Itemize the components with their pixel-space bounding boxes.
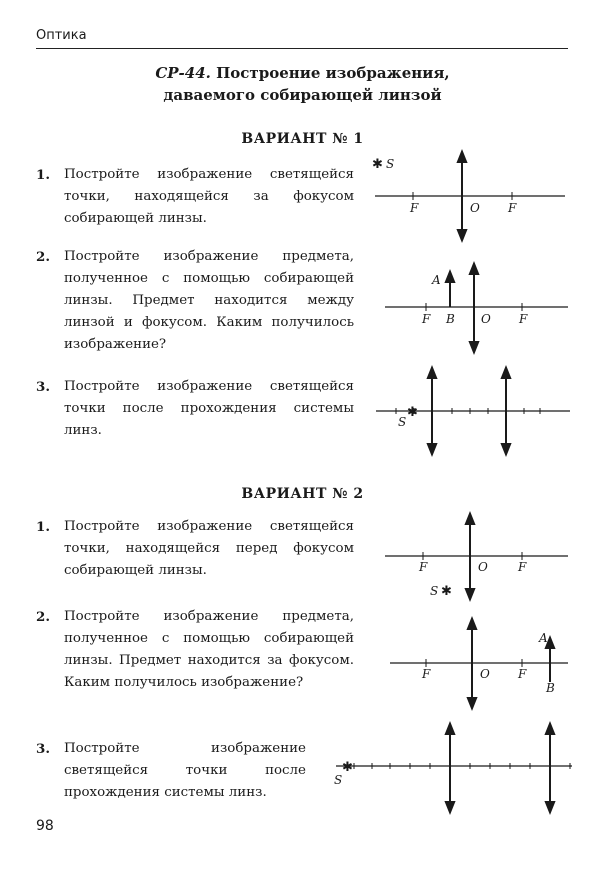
center-label: O: [470, 201, 480, 215]
task-number: 1.: [36, 167, 50, 183]
object-bottom-label: B: [446, 312, 455, 326]
source-label: S: [430, 584, 439, 598]
page-number: 98: [36, 818, 54, 834]
focus-label: F: [508, 201, 517, 215]
v1-task-3: [36, 376, 354, 442]
focus-label: F: [410, 201, 419, 215]
v2-task-1: [36, 516, 354, 582]
task-number: 2.: [36, 249, 50, 265]
source-star: ✱: [372, 157, 383, 172]
diagram-v1-2: [380, 262, 570, 354]
task-number: 3.: [36, 379, 50, 395]
focus-label: F: [422, 312, 431, 326]
source-label: S: [386, 157, 395, 171]
header-rule: [36, 48, 568, 49]
diagram-v2-2: [388, 618, 570, 706]
task-number: 1.: [36, 519, 50, 535]
task-text: Постройте изображение предмета, полученное с помощью собирающей линзы. Предмет находится между линзой и фокусом. Каким получилось изображение?: [64, 249, 354, 352]
focus-label: F: [518, 667, 527, 681]
object-top-label: A: [539, 631, 548, 645]
object-top-label: A: [432, 273, 441, 287]
source-label: S: [334, 773, 343, 787]
focus-label: F: [519, 312, 528, 326]
task-text: Постройте изображение светящейся точки, находящейся перед фокусом собирающей линзы.: [64, 519, 354, 578]
v2-task-3: [36, 738, 306, 804]
title-code: СР-44.: [155, 64, 211, 82]
diagram-v1-1: [370, 148, 570, 243]
diagram-v1-3: [374, 368, 574, 458]
source-star: ✱: [342, 760, 353, 775]
task-text: Постройте изображение светящейся точки после прохождения системы линз.: [64, 741, 306, 800]
variant-2-heading: ВАРИАНТ № 2: [241, 486, 364, 502]
focus-label: F: [518, 560, 527, 574]
source-label: S: [398, 415, 407, 429]
variant-1-heading: ВАРИАНТ № 1: [241, 131, 364, 147]
task-text: Постройте изображение предмета, полученное с помощью собирающей линзы. Предмет находится за фокусом. Каким получилось изображение?: [64, 609, 354, 690]
v1-task-1: [36, 164, 354, 230]
task-number: 2.: [36, 609, 50, 625]
v2-task-2: [36, 606, 354, 694]
center-label: O: [481, 312, 491, 326]
diagram-v2-3: [334, 724, 574, 812]
center-label: O: [480, 667, 490, 681]
source-star: ✱: [441, 584, 452, 599]
task-text: Постройте изображение светящейся точки, находящейся за фокусом собирающей линзы.: [64, 167, 354, 226]
focus-label: F: [419, 560, 428, 574]
object-bottom-label: B: [546, 681, 555, 695]
source-star: ✱: [407, 405, 418, 420]
task-number: 3.: [36, 741, 50, 757]
title-line2: даваемого собирающей линзой: [163, 86, 442, 104]
center-label: O: [478, 560, 488, 574]
diagram-v2-1: [380, 515, 570, 600]
page-title: [0, 62, 605, 106]
focus-label: F: [422, 667, 431, 681]
section-header: Оптика: [36, 28, 87, 43]
title-line1: Построение изображения,: [216, 64, 450, 82]
task-text: Постройте изображение светящейся точки после прохождения системы линз.: [64, 379, 354, 438]
v1-task-2: [36, 246, 354, 356]
